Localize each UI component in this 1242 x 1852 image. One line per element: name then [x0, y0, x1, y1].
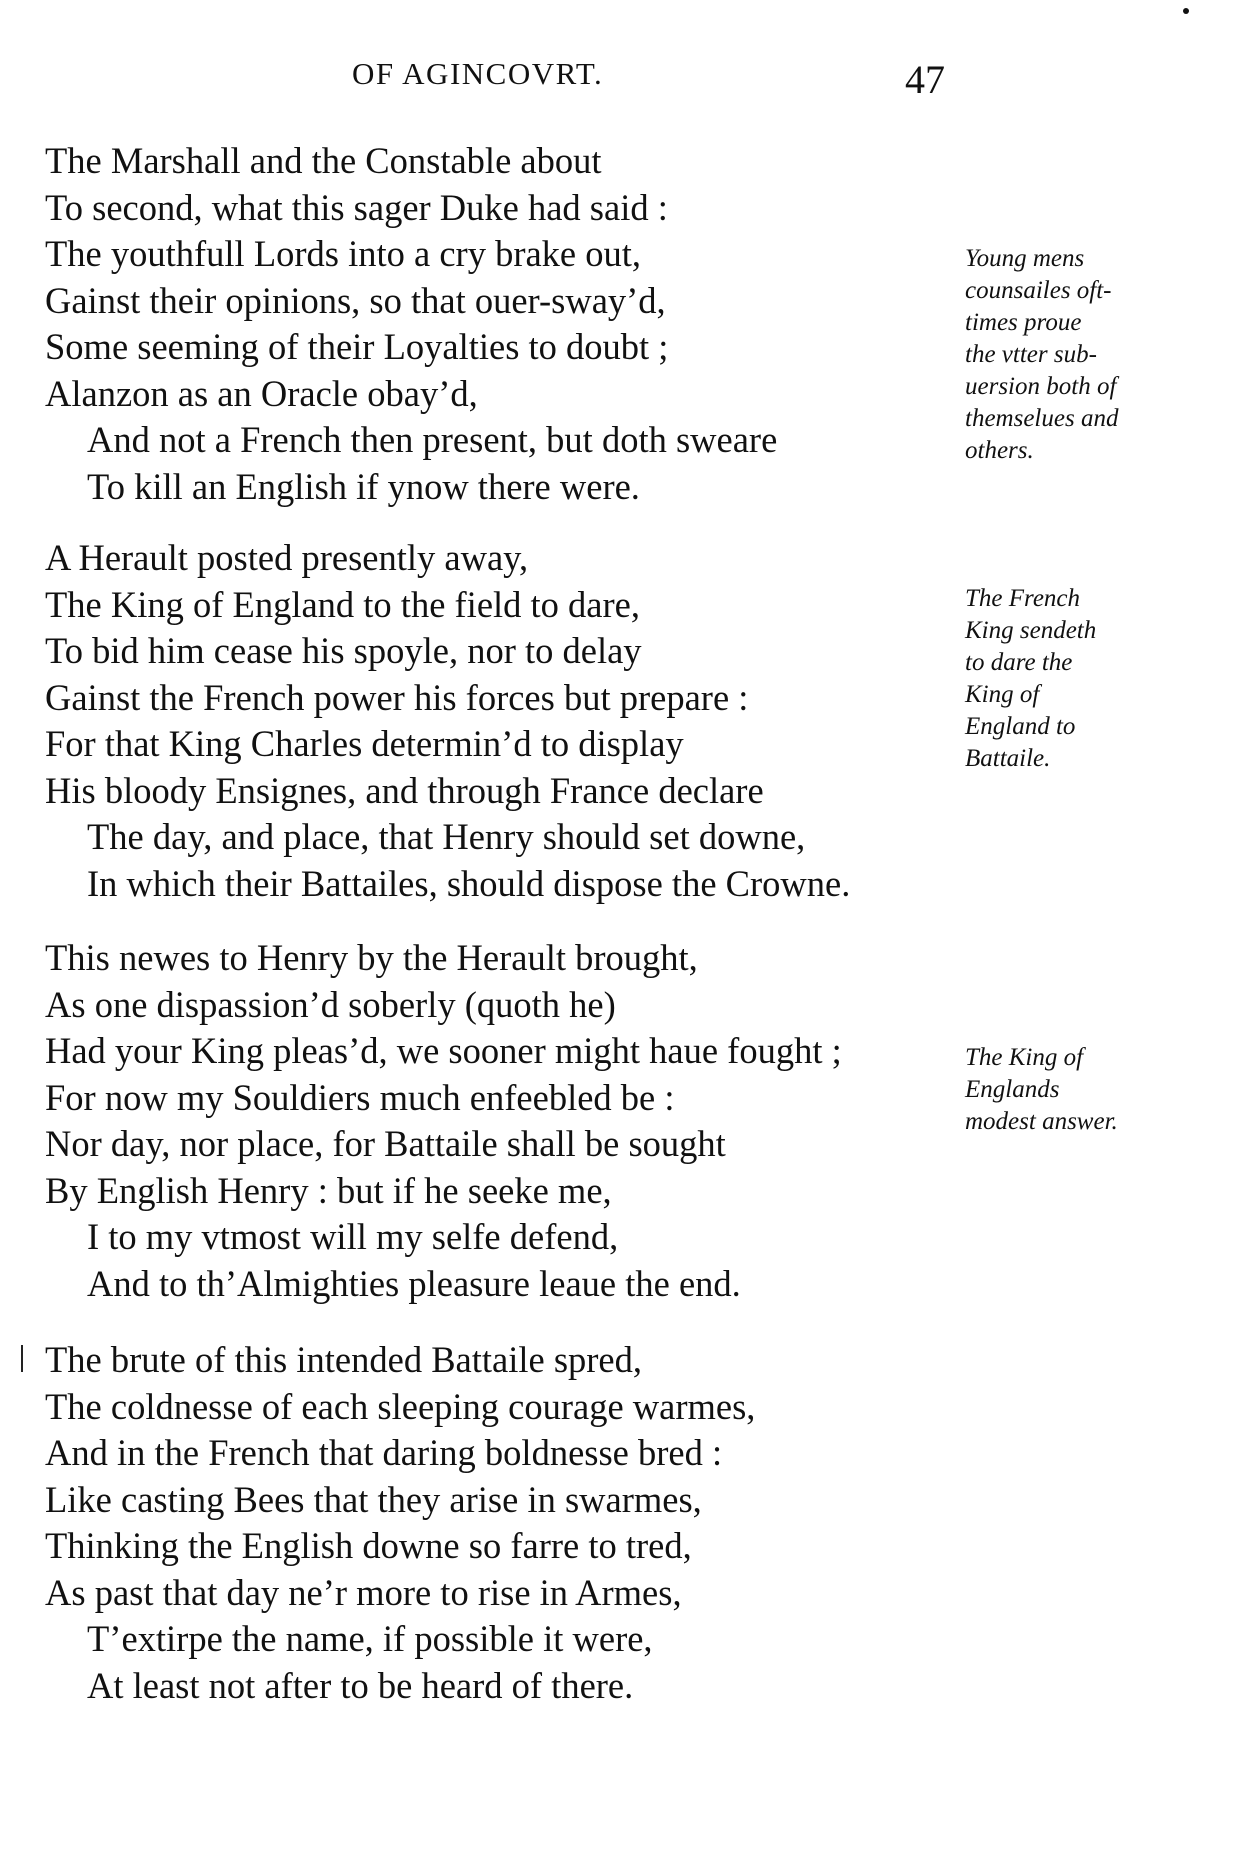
- ink-speck: [1183, 8, 1189, 14]
- verse-line: For now my Souldiers much enfeebled be :: [45, 1076, 675, 1118]
- side-note-2: [965, 583, 1195, 775]
- verse-line: The brute of this intended Battaile spred,: [45, 1339, 643, 1380]
- side-note-line: King of: [965, 681, 1040, 708]
- stanza-2: [45, 535, 985, 907]
- side-note-line: The French: [965, 585, 1081, 612]
- verse-line: Nor day, nor place, for Battaile shall be sought: [45, 1123, 726, 1164]
- verse-line: The coldnesse of each sleeping courage warmes,: [45, 1385, 756, 1427]
- verse-line: Gainst their opinions, so that ouer-sway’d,: [45, 279, 666, 321]
- page-number: 47: [905, 57, 945, 102]
- side-note-1: [965, 243, 1195, 467]
- verse-line: The youthfull Lords into a cry brake out,: [45, 233, 642, 274]
- verse-line: Alanzon as an Oracle obay’d,: [45, 372, 478, 414]
- verse-line: A Herault posted presently away,: [45, 537, 529, 578]
- verse-line-indented: The day, and place, that Henry should set downe,: [87, 816, 806, 857]
- verse-line: Gainst the French power his forces but prepare :: [45, 676, 749, 718]
- stanza-1: [45, 138, 985, 510]
- side-note-line: the vtter sub-: [965, 341, 1097, 368]
- verse-line: The King of England to the field to dare,: [45, 583, 640, 625]
- verse-line: Thinking the English downe so farre to tred,: [45, 1525, 692, 1566]
- side-note-line: counsailes oft-: [965, 277, 1112, 304]
- running-head: OF AGINCOVRT.: [352, 56, 604, 91]
- side-note-line: themselues and: [965, 405, 1119, 432]
- verse-line: As past that day ne’r more to rise in Armes,: [45, 1571, 682, 1613]
- verse-line: The Marshall and the Constable about: [45, 140, 602, 181]
- verse-line: Had your King pleas’d, we sooner might haue fought ;: [45, 1030, 842, 1071]
- verse-line: For that King Charles determin’d to display: [45, 723, 684, 764]
- verse-line-indented: In which their Battailes, should dispose the Crowne.: [87, 862, 851, 904]
- verse-line: As one dispassion’d soberly (quoth he): [45, 983, 616, 1025]
- verse-line: His bloody Ensignes, and through France declare: [45, 769, 764, 811]
- verse-line-indented: To kill an English if ynow there were.: [87, 465, 640, 507]
- verse-line: Some seeming of their Loyalties to doubt ;: [45, 326, 669, 367]
- side-note-line: times proue: [965, 309, 1082, 336]
- side-note-line: Young mens: [965, 245, 1085, 272]
- verse-line-indented: At least not after to be heard of there.: [87, 1664, 634, 1706]
- verse-line: And in the French that daring boldnesse bred :: [45, 1432, 723, 1473]
- verse-line-indented: I to my vtmost will my selfe defend,: [87, 1216, 619, 1257]
- stanza-3: [45, 935, 985, 1307]
- side-note-line: uersion both of: [965, 373, 1117, 400]
- side-note-line: King sendeth: [965, 617, 1097, 644]
- side-note-line: modest answer.: [965, 1108, 1118, 1135]
- verse-line: By English Henry : but if he seeke me,: [45, 1169, 612, 1211]
- verse-line: Like casting Bees that they arise in swarmes,: [45, 1478, 702, 1520]
- verse-line-indented: And to th’Almighties pleasure leaue the end.: [87, 1262, 741, 1304]
- stanza-4: [45, 1337, 985, 1709]
- side-note-line: others.: [965, 437, 1034, 464]
- margin-rule: [21, 1345, 23, 1372]
- side-note-line: Englands: [965, 1076, 1060, 1103]
- side-note-3: [965, 1042, 1195, 1138]
- verse-line-indented: T’extirpe the name, if possible it were,: [87, 1618, 653, 1659]
- verse-line: To bid him cease his spoyle, nor to delay: [45, 630, 642, 671]
- verse-line-indented: And not a French then present, but doth sweare: [87, 419, 778, 460]
- verse-line: To second, what this sager Duke had said :: [45, 186, 668, 228]
- side-note-line: to dare the: [965, 649, 1073, 676]
- side-note-line: The King of: [965, 1044, 1084, 1071]
- side-note-line: Battaile.: [965, 745, 1051, 772]
- verse-line: This newes to Henry by the Herault brought,: [45, 937, 698, 978]
- side-note-line: England to: [965, 713, 1076, 740]
